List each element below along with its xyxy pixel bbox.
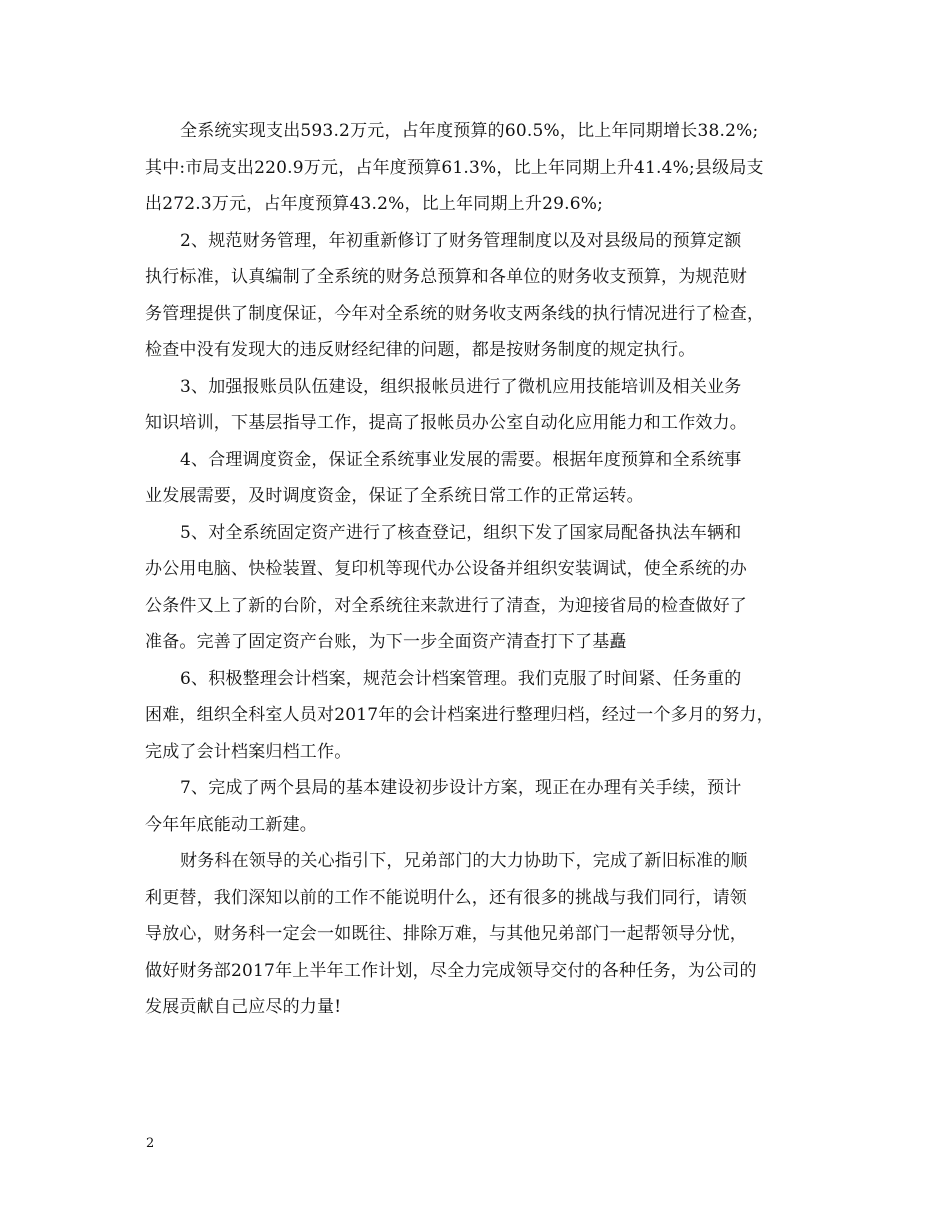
text-line: 7、完成了两个县局的基本建设初步设计方案，现正在办理有关手续，预计 [180, 778, 742, 798]
text-line: 发展贡献自己应尽的力量! [145, 997, 342, 1017]
text-line: 3、加强报账员队伍建设，组织报帐员进行了微机应用技能培训及相关业务 [180, 376, 742, 397]
text-line: 做好财务部2017年上半年工作计划，尽全力完成领导交付的各种任务，为公司的 [145, 960, 757, 981]
text-line: 知识培训，下基层指导工作，提高了报帐员办公室自动化应用能力和工作效力。 [145, 413, 747, 433]
text-line: 今年年底能动工新建。 [145, 814, 317, 835]
text-line: 准备。完善了固定资产台账，为下一步全面资产清查打下了基矗 [145, 632, 627, 652]
text-line: 公条件又上了新的台阶，对全系统往来款进行了清查，为迎接省局的检查做好了 [145, 595, 747, 616]
page-number: 2 [146, 1136, 155, 1151]
text-line: 6、积极整理会计档案，规范会计档案管理。我们克服了时间紧、任务重的 [180, 668, 742, 689]
text-line: 出272.3万元，占年度预算43.2%，比上年同期上升29.6%; [145, 194, 604, 214]
text-line: 完成了会计档案归档工作。 [145, 741, 352, 762]
text-line: 检查中没有发现大的违反财经纪律的问题，都是按财务制度的规定执行。 [145, 340, 696, 360]
text-line: 其中:市局支出220.9万元，占年度预算61.3%，比上年同期上升41.4%;县级局支 [145, 157, 764, 178]
document-body [145, 113, 825, 1026]
text-line: 全系统实现支出593.2万元，占年度预算的60.5%，比上年同期增长38.2%; [180, 121, 759, 141]
text-line: 2、规范财务管理，年初重新修订了财务管理制度以及对县级局的预算定额 [180, 230, 742, 251]
text-line: 办公用电脑、快检装置、复印机等现代办公设备并组织安装调试，使全系统的办 [145, 559, 747, 579]
text-line: 财务科在领导的关心指引下，兄弟部门的大力协助下，完成了新旧标准的顺 [180, 851, 748, 871]
text-line: 执行标准，认真编制了全系统的财务总预算和各单位的财务收支预算，为规范财 [145, 267, 747, 287]
text-line: 5、对全系统固定资产进行了核查登记，组织下发了国家局配备执法车辆和 [180, 522, 742, 543]
text-line: 利更替，我们深知以前的工作不能说明什么，还有很多的挑战与我们同行，请领 [145, 887, 747, 908]
text-line: 困难，组织全科室人员对2017年的会计档案进行整理归档，经过一个多月的努力， [145, 705, 774, 725]
text-line: 业发展需要，及时调度资金，保证了全系统日常工作的正常运转。 [145, 486, 644, 506]
text-line: 导放心，财务科一定会一如既往、排除万难，与其他兄弟部门一起帮领导分忧， [145, 924, 747, 944]
text-line: 4、合理调度资金，保证全系统事业发展的需要。根据年度预算和全系统事 [180, 449, 742, 470]
text-line: 务管理提供了制度保证，今年对全系统的财务收支两条线的执行情况进行了检查， [145, 303, 765, 324]
